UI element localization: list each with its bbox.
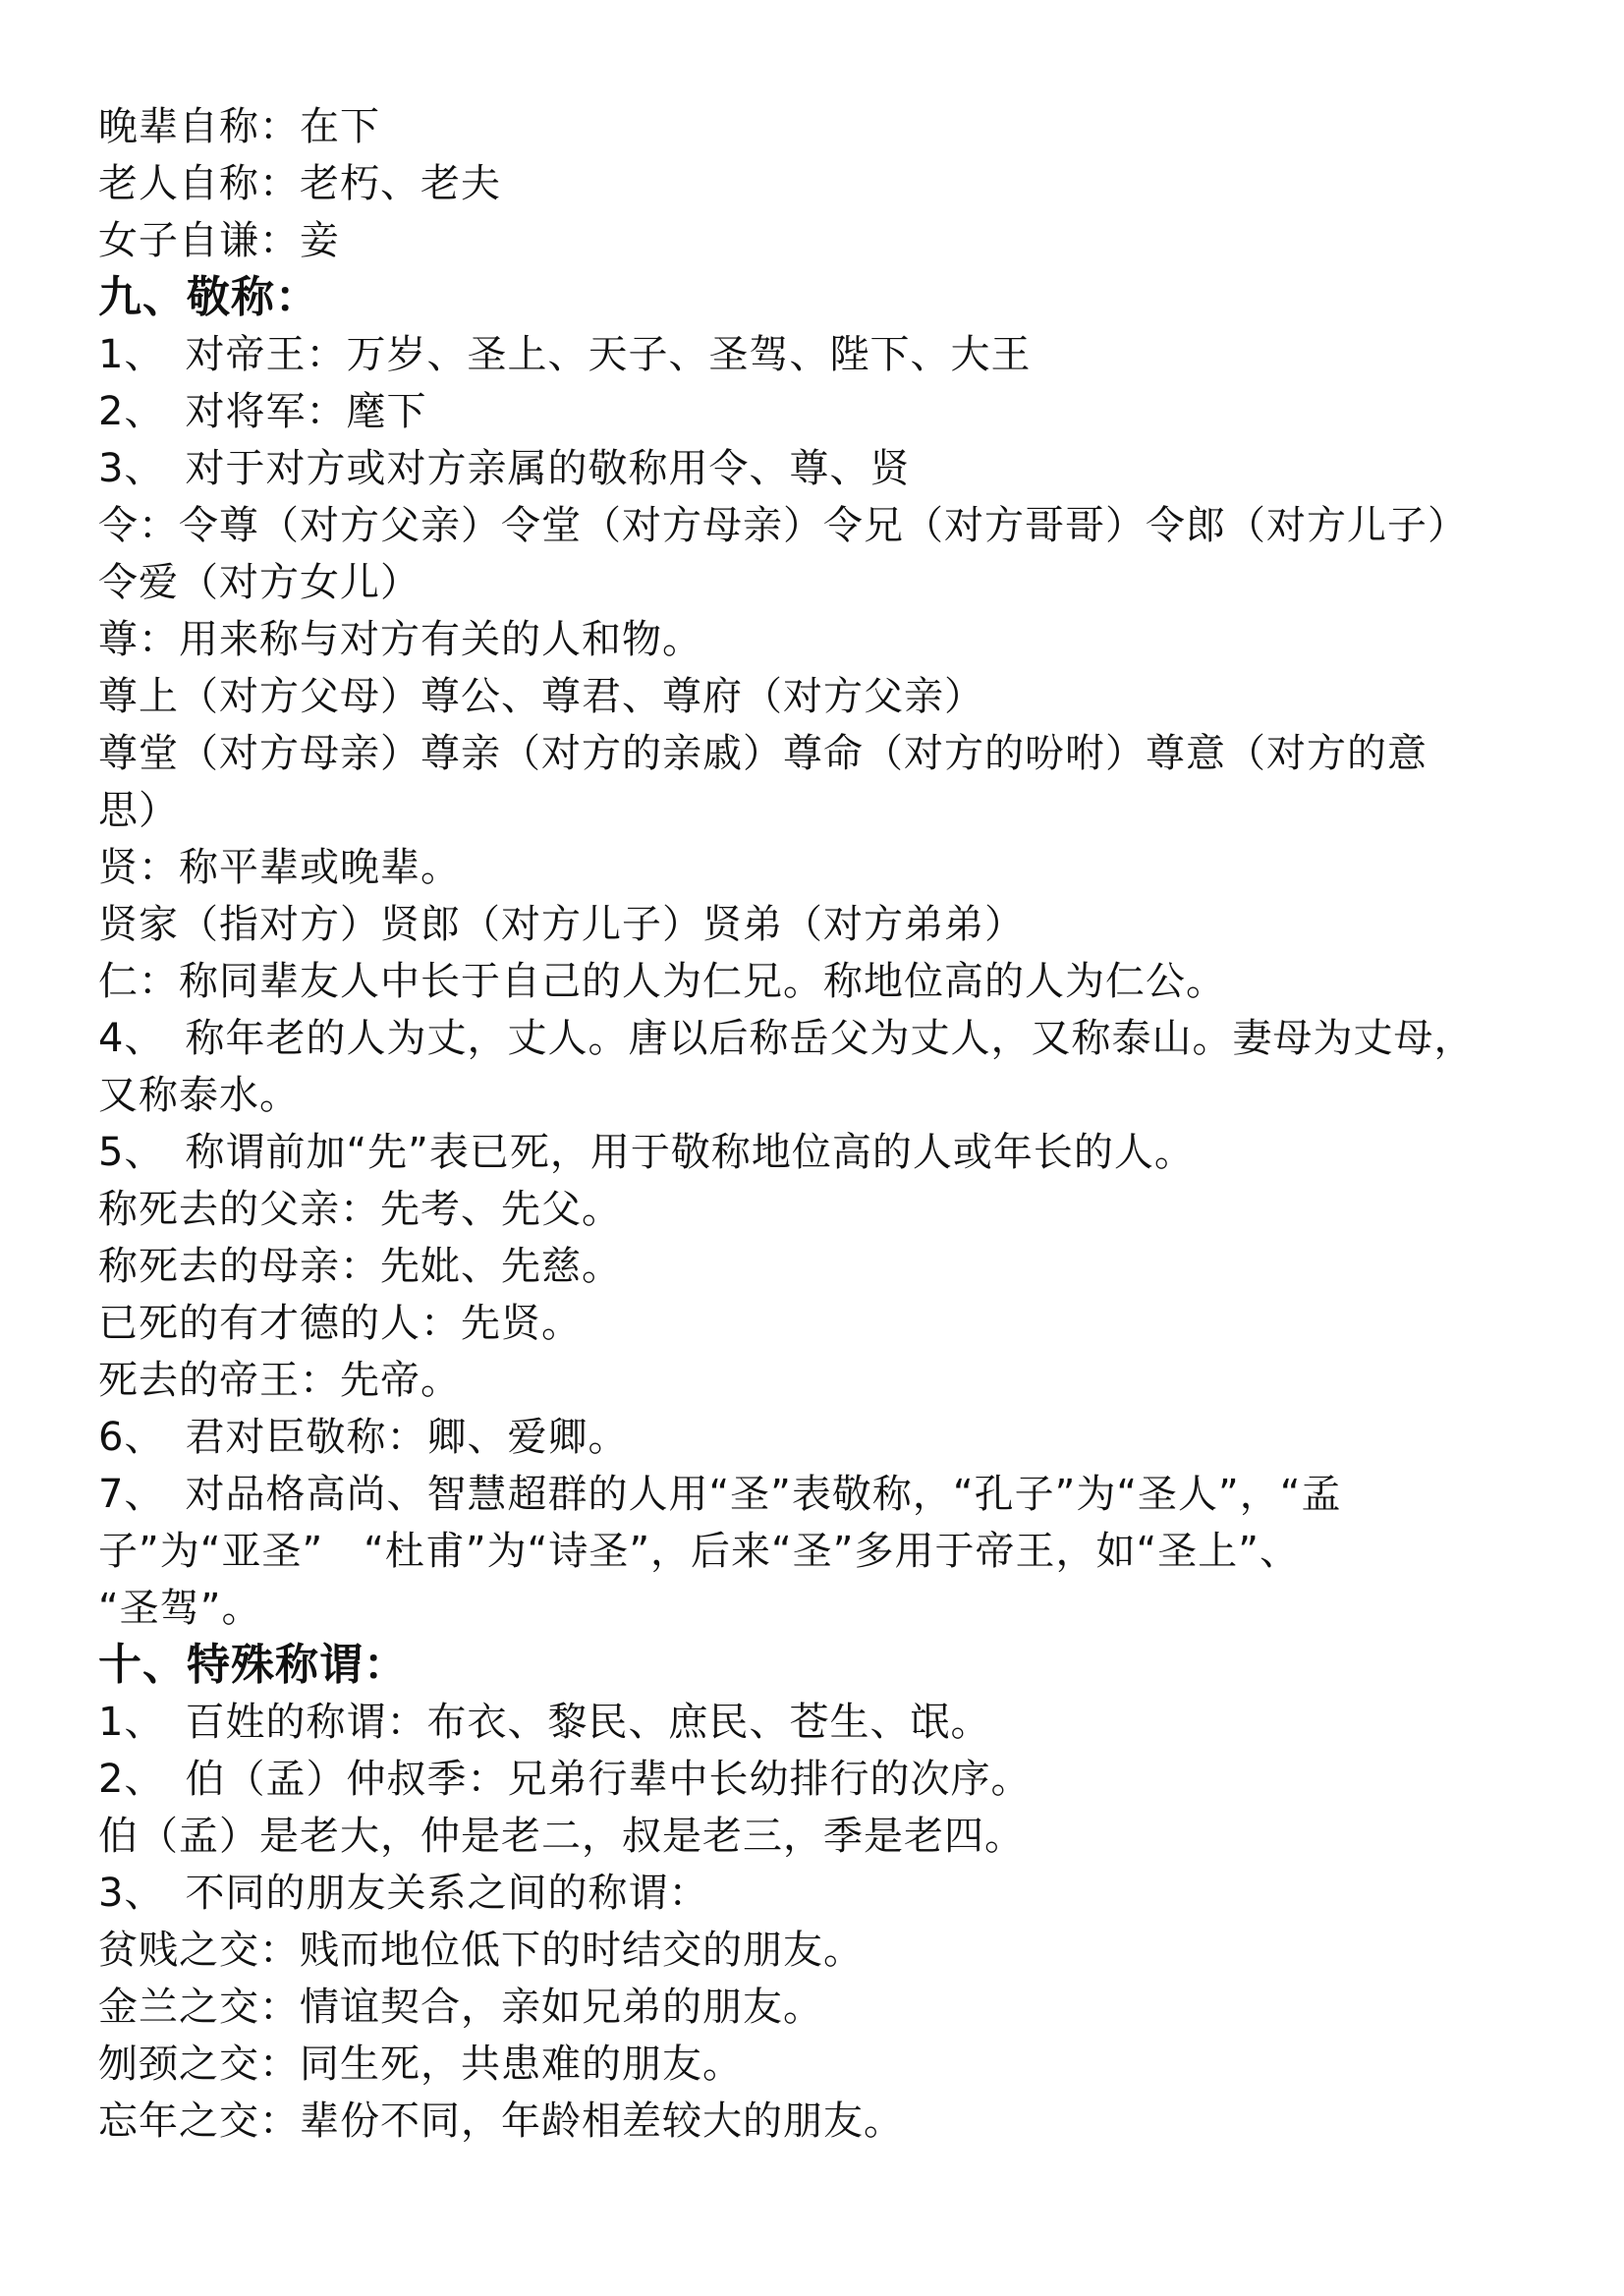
text-line: 晚辈自称：在下 <box>98 104 380 149</box>
text-line: 尊上（对方父母）尊公、尊君、尊府（对方父亲） <box>98 674 984 719</box>
text-line: 5、 称谓前加“先”表已死，用于敬称地位高的人或年长的人。 <box>98 1130 1195 1175</box>
text-line: 6、 君对臣敬称：卿、爱卿。 <box>98 1415 629 1460</box>
text-line: 贤家（指对方）贤郎（对方儿子）贤弟（对方弟弟） <box>98 902 1025 947</box>
text-line: 尊堂（对方母亲）尊亲（对方的亲戚）尊命（对方的吩咐）尊意（对方的意 <box>98 731 1428 776</box>
text-line: 伯（孟）是老大，仲是老二，叔是老三，季是老四。 <box>98 1814 1025 1859</box>
text-line: 女子自谦：妾 <box>98 218 340 263</box>
text-line: 令爱（对方女儿） <box>98 560 420 605</box>
text-line: 2、 伯（孟）仲叔季：兄弟行辈中长幼排行的次序。 <box>98 1757 1032 1802</box>
text-line: 子”为“亚圣” “杜甫”为“诗圣”，后来“圣”多用于帝王，如“圣上”、 <box>98 1529 1300 1574</box>
text-line: 仁：称同辈友人中长于自己的人为仁兄。称地位高的人为仁公。 <box>98 959 1226 1004</box>
text-line: 1、 对帝王：万岁、圣上、天子、圣驾、陛下、大王 <box>98 332 1032 377</box>
text-line: 尊：用来称与对方有关的人和物。 <box>98 617 702 662</box>
text-line: 2、 对将军：麾下 <box>98 389 427 434</box>
text-line: 3、 对于对方或对方亲属的敬称用令、尊、贤 <box>98 446 911 491</box>
text-line: 1、 百姓的称谓：布衣、黎民、庶民、苍生、氓。 <box>98 1700 991 1745</box>
text-line: 又称泰水。 <box>98 1073 300 1118</box>
text-line: 已死的有才德的人：先贤。 <box>98 1301 582 1346</box>
text-line: 思） <box>98 788 179 833</box>
text-line: 老人自称：老朽、老夫 <box>98 161 501 206</box>
text-line: 刎颈之交：同生死，共患难的朋友。 <box>98 2042 743 2087</box>
text-line: “圣驾”。 <box>98 1586 262 1631</box>
section-heading: 九、敬称： <box>98 272 319 322</box>
text-line: 4、 称年老的人为丈，丈人。唐以后称岳父为丈人，又称泰山。妻母为丈母， <box>98 1016 1475 1061</box>
text-line: 死去的帝王：先帝。 <box>98 1358 461 1403</box>
section-heading: 十、特殊称谓： <box>98 1640 408 1690</box>
text-line: 称死去的母亲：先妣、先慈。 <box>98 1244 622 1289</box>
text-line: 7、 对品格高尚、智慧超群的人用“圣”表敬称，“孔子”为“圣人”，“孟 <box>98 1472 1342 1517</box>
text-line: 称死去的父亲：先考、先父。 <box>98 1187 622 1232</box>
text-line: 贤：称平辈或晚辈。 <box>98 845 461 890</box>
text-line: 令：令尊（对方父亲）令堂（对方母亲）令兄（对方哥哥）令郎（对方儿子） <box>98 503 1468 548</box>
document-page <box>98 98 1542 2150</box>
text-line: 金兰之交：情谊契合，亲如兄弟的朋友。 <box>98 1985 823 2030</box>
text-line: 3、 不同的朋友关系之间的称谓： <box>98 1871 709 1916</box>
text-line: 贫贱之交：贱而地位低下的时结交的朋友。 <box>98 1928 864 1973</box>
text-line: 忘年之交：辈份不同，年龄相差较大的朋友。 <box>98 2099 904 2144</box>
